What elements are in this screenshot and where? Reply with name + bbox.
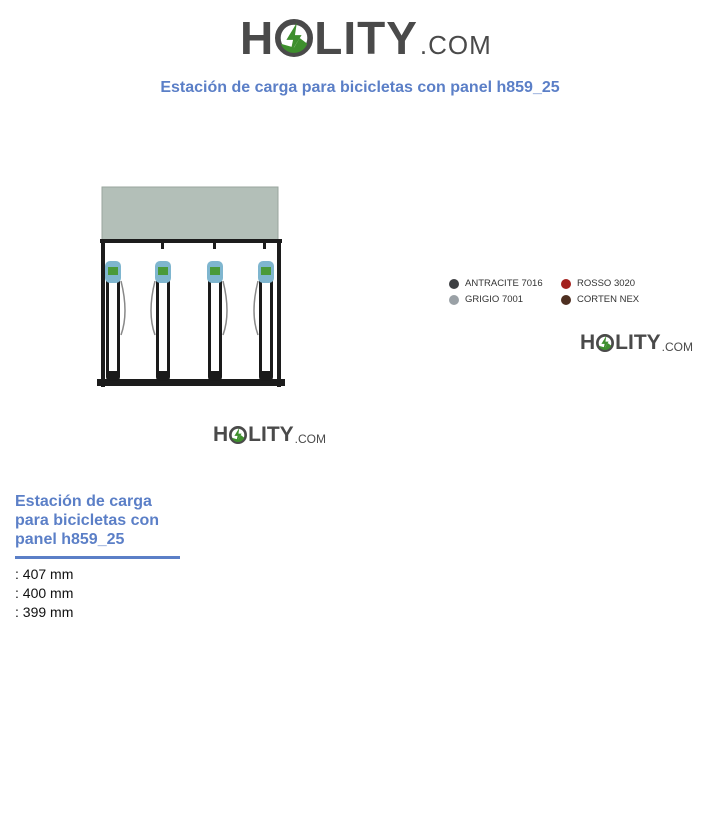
color-label: ANTRACITE 7016 xyxy=(465,278,543,289)
logo-suffix: .COM xyxy=(419,29,492,60)
swatch-dot-icon xyxy=(561,279,571,289)
logo-o-icon xyxy=(596,334,614,352)
logo-text-left: H xyxy=(213,423,229,446)
dimension-row: : 407 mm xyxy=(15,566,74,582)
logo-o-icon xyxy=(229,426,247,444)
section-title: Estación de carga para bicicletas con panel h859_25 xyxy=(15,492,180,559)
color-label: ROSSO 3020 xyxy=(577,278,636,289)
logo-text-right: LITY xyxy=(248,423,294,446)
color-label: CORTEN NEX xyxy=(577,294,640,305)
color-option[interactable] xyxy=(561,294,639,305)
color-option[interactable] xyxy=(449,294,523,305)
logo-text-right: LITY xyxy=(314,12,418,64)
holity-logo-swatch-watermark xyxy=(580,330,693,356)
logo-o-icon xyxy=(275,19,313,57)
dimensions-list xyxy=(15,565,73,622)
color-option[interactable] xyxy=(449,278,543,289)
holity-logo-product-watermark xyxy=(213,422,326,448)
color-label: GRIGIO 7001 xyxy=(465,294,524,305)
page-title: Estación de carga para bicicletas con panel h859_25 xyxy=(160,79,560,96)
holity-logo[interactable] xyxy=(240,12,492,64)
dimension-row: : 400 mm xyxy=(15,585,74,601)
swatch-dot-icon xyxy=(449,295,459,305)
dimension-row: : 399 mm xyxy=(15,604,74,620)
logo-text-left: H xyxy=(580,331,596,354)
logo-suffix: .COM xyxy=(661,339,694,354)
color-swatches xyxy=(449,276,649,312)
logo-text-right: LITY xyxy=(615,331,661,354)
logo-suffix: .COM xyxy=(294,431,327,446)
product-image[interactable] xyxy=(95,185,287,393)
logo-text-left: H xyxy=(240,12,275,64)
swatch-dot-icon xyxy=(449,279,459,289)
swatch-dot-icon xyxy=(561,295,571,305)
color-option[interactable] xyxy=(561,278,635,289)
